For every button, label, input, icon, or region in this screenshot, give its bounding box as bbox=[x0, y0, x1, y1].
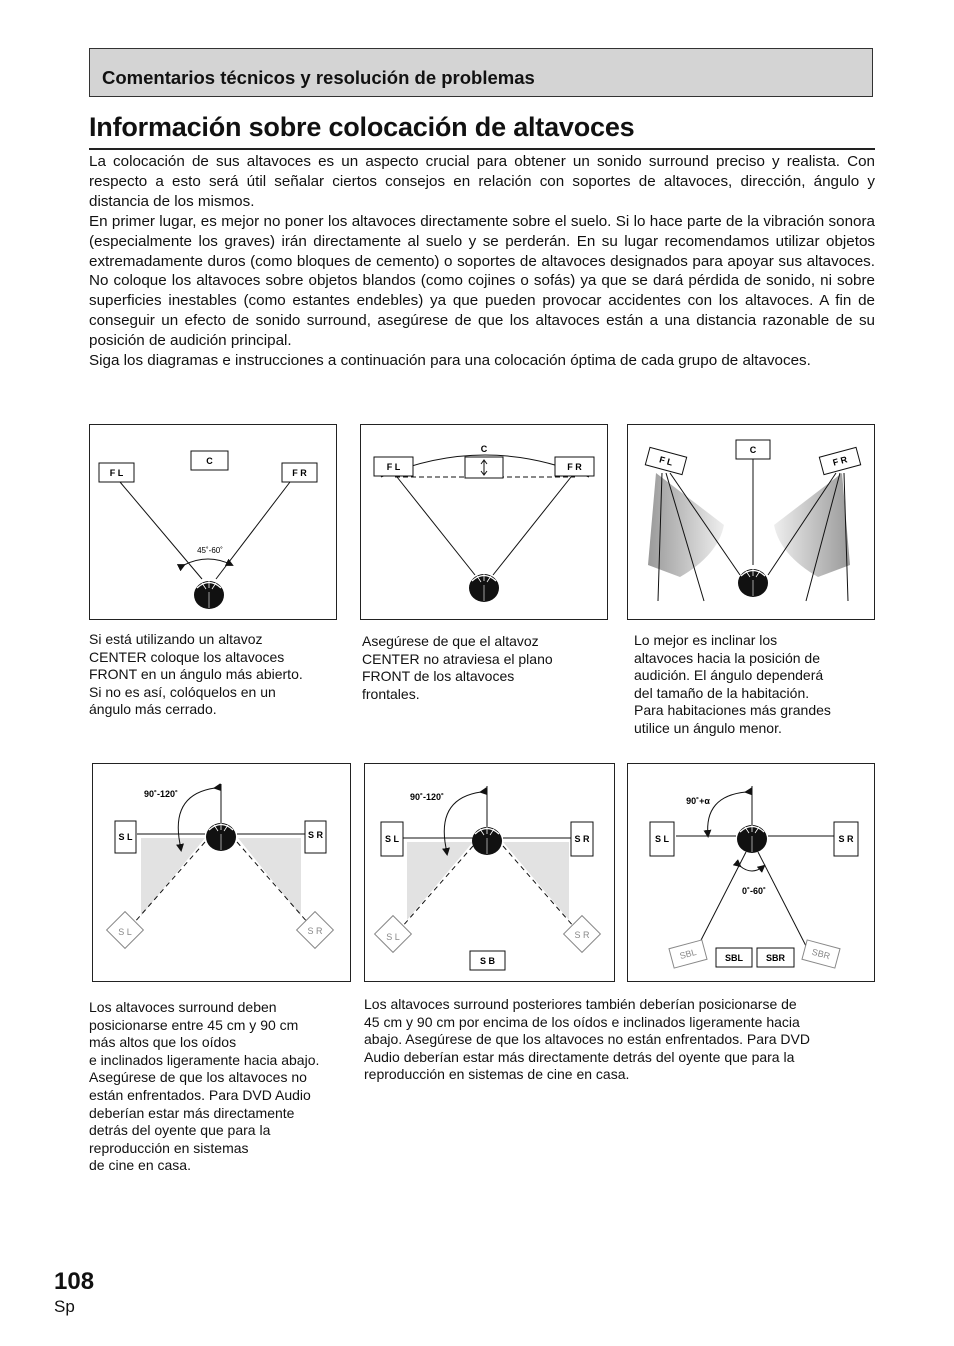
line-sbl bbox=[698, 852, 746, 946]
intro-paragraph-2: En primer lugar, es mejor no poner los altavoces directamente sobre el suelo. Si lo hace parte de la vibración sonora (especialmente los graves) irán directamente al suelo y se perderán. En su lugar recomendamos utilizar objetos extremadamente duros (como bloques de cemento) o soportes de altavoces designados para apoyar sus altavoces. No coloque los altavoces sobre objetos blandos (como cojines o sofás) ya que se dará pérdida de sonido, ni sobre superficies inestables (como estantes endebles) ya que pueden provocar accidentes con los altavoces. A fin de conseguir un efecto de sonido surround, asegúrese de que los altavoces están a una distancia razonable de su posición de audición principal. bbox=[89, 212, 875, 350]
intro-text bbox=[89, 152, 875, 371]
diagram-surround-back bbox=[364, 763, 615, 982]
angle-arc bbox=[184, 559, 232, 565]
title-rule bbox=[89, 148, 875, 150]
diagram-center-plane bbox=[360, 424, 608, 620]
shade-left bbox=[407, 842, 473, 920]
diagram-toe-in bbox=[627, 424, 875, 620]
line-fr bbox=[216, 482, 290, 579]
line-fl bbox=[120, 482, 202, 579]
label-sb: S B bbox=[479, 956, 496, 966]
angle-label: 90˚-120˚ bbox=[409, 792, 445, 802]
page-language: Sp bbox=[54, 1297, 75, 1316]
caption-front3: Lo mejor es inclinar los altavoces hacia la posición de audición. El ángulo dependerá del tamaño de la habitación. Para habitaciones más grandes utilice un ángulo menor. bbox=[634, 632, 831, 736]
section-title: Comentarios técnicos y resolución de problemas bbox=[102, 67, 535, 88]
intro-paragraph-1: La colocación de sus altavoces es un aspecto crucial para obtener un sonido surround preciso y realista. Con respecto a esto será útil señalar ciertos consejos en relación con soportes de altavoces, dirección, ángulo y distancia de los mismos. bbox=[89, 153, 875, 210]
label-fr: F R bbox=[567, 462, 582, 472]
listener-head bbox=[737, 825, 767, 853]
label-sbr-alt: SBR bbox=[810, 946, 832, 962]
label-fl: F L bbox=[386, 462, 401, 472]
beam-right bbox=[774, 473, 850, 577]
page-number: 108 bbox=[54, 1268, 95, 1295]
label-c: C bbox=[480, 444, 488, 454]
page-title: Información sobre colocación de altavoces bbox=[89, 112, 635, 142]
label-sl: S L bbox=[384, 834, 400, 844]
label-sl-alt: S L bbox=[386, 932, 400, 942]
label-sr: S R bbox=[574, 834, 590, 844]
label-sl: S L bbox=[654, 834, 670, 844]
intro-paragraph-3: Siga los diagramas e instrucciones a continuación para una colocación óptima de cada grupo de altavoces. bbox=[89, 352, 811, 370]
line-fl bbox=[397, 477, 475, 575]
label-c: C bbox=[749, 445, 757, 455]
label-sbl: SBL bbox=[725, 953, 743, 963]
section-banner bbox=[89, 48, 873, 97]
angle-label: 90˚-120˚ bbox=[143, 789, 179, 799]
angle-label: 90˚+α bbox=[686, 796, 710, 806]
label-sbl-alt: SBL bbox=[678, 946, 698, 962]
listener-head bbox=[738, 569, 768, 597]
caption-front2: Asegúrese de que el altavoz CENTER no atraviesa el plano FRONT de los altavoces frontales. bbox=[362, 633, 553, 702]
caption-front1: Si está utilizando un altavoz CENTER coloque los altavoces FRONT en un ángulo más abierto. Si no es así, colóquelos en un ángulo más cerrado. bbox=[89, 631, 303, 718]
label-fr: F R bbox=[831, 454, 849, 468]
diagram-front-angle bbox=[89, 424, 337, 620]
label-sr-alt: S R bbox=[574, 930, 590, 940]
label-c: C bbox=[206, 456, 213, 466]
label-fr: F R bbox=[292, 468, 307, 478]
caption-surround2: Los altavoces surround posteriores también deberían posicionarse de 45 cm y 90 cm por encima de los oídos e inclinados ligeramente hacia abajo. Asegúrese de que los altavoces no están enfrentados. Para DVD Audio deberían estar más directamente detrás del oyente que para la reproducción en sistemas de cine en casa. bbox=[364, 996, 810, 1083]
listener-head bbox=[472, 827, 502, 855]
label-sr: S R bbox=[307, 830, 324, 840]
diagram-surround bbox=[92, 763, 351, 982]
label-sr-alt: S R bbox=[307, 926, 323, 936]
label-fl: F L bbox=[658, 454, 674, 468]
label-sbr: SBR bbox=[765, 953, 786, 963]
diagram-surround-back-pair bbox=[627, 763, 875, 982]
label-sl-alt: S L bbox=[118, 927, 132, 937]
listener-head bbox=[469, 574, 499, 602]
angle-label-back: 0˚-60˚ bbox=[741, 886, 767, 896]
label-fl: F L bbox=[109, 468, 124, 478]
listener-head bbox=[194, 581, 224, 609]
label-sr: S R bbox=[838, 834, 854, 844]
line-sbr bbox=[758, 852, 806, 946]
line-fr bbox=[493, 477, 571, 575]
listener-head bbox=[206, 823, 236, 851]
angle-label: 45˚-60˚ bbox=[197, 546, 223, 555]
caption-surround1: Los altavoces surround deben posicionarse entre 45 cm y 90 cm más altos que los oídos e inclinados ligeramente hacia abajo. Asegúrese de que los altavoces no están enfrentados. Para DVD Audio deberían estar más directamente detrás del oyente que para la reproducción en sistemas de cine en casa. bbox=[89, 999, 320, 1174]
shade-right bbox=[503, 842, 569, 920]
label-sl: S L bbox=[118, 832, 133, 842]
